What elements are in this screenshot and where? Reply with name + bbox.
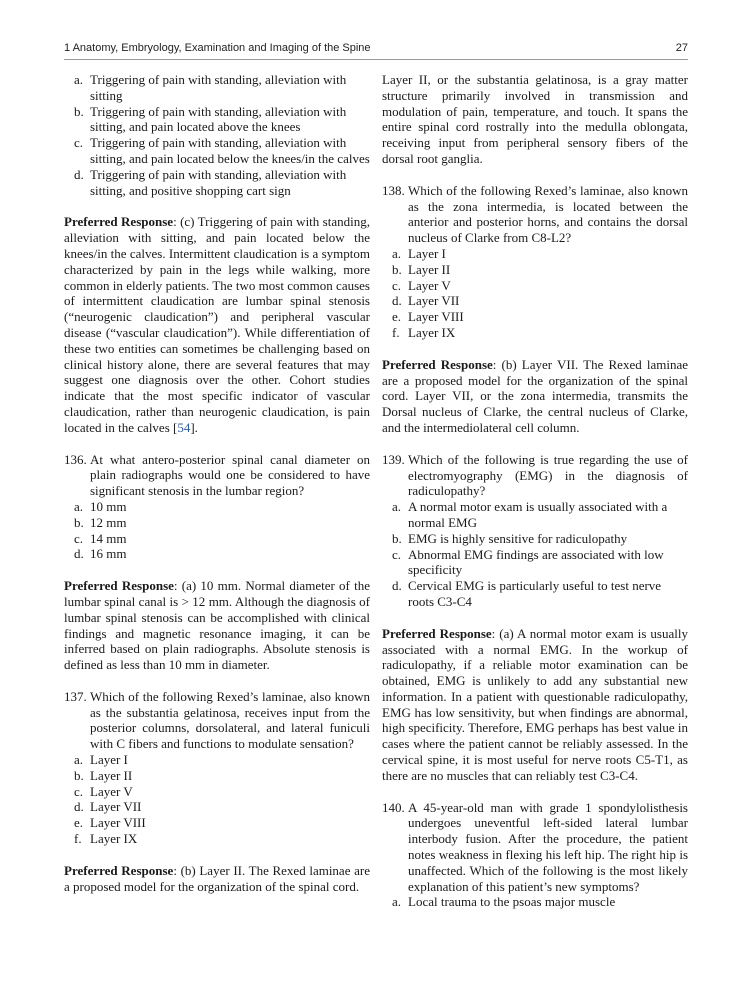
option-text: Local trauma to the psoas major muscle: [408, 894, 616, 910]
option-text: Abnormal EMG findings are associated with low specificity: [408, 546, 664, 578]
preferred-response-label: Preferred Response: [382, 356, 493, 372]
option-letter: c.: [392, 277, 402, 293]
answer-option: [382, 325, 688, 341]
option-letter: e.: [392, 309, 402, 325]
option-letter: a.: [74, 498, 84, 514]
option-text: Layer IX: [408, 324, 456, 340]
option-text: Triggering of pain with standing, alleviation with sitting: [90, 72, 347, 103]
question-number: 137.: [64, 688, 87, 704]
option-text: 10 mm: [90, 498, 127, 514]
question-138: [382, 183, 688, 246]
q136-preferred-response: [64, 578, 370, 673]
option-letter: d.: [74, 799, 84, 815]
q138-options: [382, 246, 688, 341]
question-137: [64, 689, 370, 752]
q135-response-end: ].: [190, 419, 198, 435]
answer-option: [64, 784, 370, 800]
answer-option: [382, 894, 688, 910]
answer-option: [64, 167, 370, 199]
preferred-response-label: Preferred Response: [64, 862, 174, 878]
question-number: 138.: [382, 182, 405, 198]
question-text: Which of the following is true regarding the use of electromyography (EMG) in the diagnosis of radiculopathy?: [408, 451, 688, 499]
answer-option: [382, 547, 688, 579]
preferred-response-label: Preferred Response: [64, 578, 174, 594]
answer-option: [382, 578, 688, 610]
option-letter: b.: [392, 530, 402, 546]
answer-option: [64, 831, 370, 847]
page-number: 27: [675, 42, 688, 54]
option-letter: a.: [74, 752, 84, 768]
option-letter: a.: [74, 72, 84, 87]
option-letter: f.: [392, 324, 400, 340]
q135-response-text: : (c) Triggering of pain with standing, alleviation with sitting, and pain located below the knees/in the calves. Intermittent claudication is a symptom characterized by pain in the legs while walking, more common in elderly patients. The two most common causes of intermittent claudication are lumbar spinal stenosis (“neurogenic claudication”) and peripheral vascular disease (“vascular claudication”). While differentiation of these two entities can sometimes be challenging based on clinical history alone, there are several features that may suggest one diagnosis over the other. Cohort studies indicate that the most specific indicator of vascular claudication, rather than neurogenic claudication, is pain located in the calves [: [64, 214, 370, 435]
q136-options: [64, 499, 370, 562]
option-text: Layer I: [90, 752, 128, 768]
answer-option: [382, 262, 688, 278]
preferred-response-label: Preferred Response: [64, 214, 174, 230]
option-letter: d.: [74, 546, 84, 562]
answer-option: [64, 135, 370, 167]
q137-response-continued: Layer II, or the substantia gelatinosa, is a gray matter structure primarily involved in transmission and modulation of pain, temperature, and touch. It spans the entire spinal cord rostrally into the medulla oblongata, receiving input from peripheral sensory fibers of the dorsal root ganglia.: [382, 72, 688, 166]
option-letter: b.: [74, 103, 84, 119]
option-letter: c.: [74, 783, 84, 799]
option-letter: d.: [392, 293, 402, 309]
question-139: [382, 452, 688, 499]
answer-option: [64, 72, 370, 104]
answer-option: [64, 546, 370, 562]
option-letter: a.: [392, 894, 402, 910]
citation-link[interactable]: 54: [177, 419, 191, 435]
question-number: 140.: [382, 799, 405, 815]
answer-option: [64, 815, 370, 831]
q139-preferred-response: [382, 626, 688, 784]
option-text: Layer IX: [90, 831, 138, 847]
q138-preferred-response: [382, 357, 688, 436]
question-140: [382, 800, 688, 895]
q136-response-text: : (a) 10 mm. Normal diameter of the lumbar spinal canal is > 12 mm. Although the diagnosis of lumbar spinal stenosis can be accomplished with clinical findings and magnetic resonance imaging, it can be inferred based on plain radiographs. Absolute stenosis is defined as less than 10 mm in diameter.: [64, 578, 370, 673]
option-text: Triggering of pain with standing, alleviation with sitting, and positive shopping cart sign: [90, 166, 347, 198]
q135-options: [64, 72, 370, 198]
option-letter: c.: [392, 546, 402, 562]
option-text: 16 mm: [90, 546, 127, 562]
option-letter: a.: [392, 499, 402, 515]
running-header: [64, 42, 688, 60]
option-text: Layer VIII: [90, 815, 146, 831]
option-text: Triggering of pain with standing, alleviation with sitting, and pain located below the knees/in the calves: [90, 135, 370, 166]
q140-options: [382, 894, 688, 910]
answer-option: [382, 278, 688, 294]
option-letter: b.: [74, 514, 84, 530]
option-letter: b.: [392, 261, 402, 277]
option-text: Layer I: [408, 245, 446, 261]
answer-option: [382, 293, 688, 309]
answer-option: [64, 104, 370, 136]
q137-response-text: : (b) Layer II. The Rexed laminae are a proposed model for the organization of the spinal cord.: [64, 862, 370, 894]
option-text: Layer II: [408, 261, 451, 277]
question-number: 139.: [382, 451, 405, 467]
option-text: 14 mm: [90, 530, 127, 546]
option-text: Layer VIII: [408, 309, 464, 325]
preferred-response-label: Preferred Response: [382, 625, 492, 641]
option-text: Layer V: [90, 783, 133, 799]
question-136: [64, 452, 370, 499]
answer-option: [64, 531, 370, 547]
answer-option: [382, 531, 688, 547]
q137-options: [64, 752, 370, 847]
q139-response-text: : (a) A normal motor exam is usually associated with a normal EMG. In the workup of radiculopathy, if a reliable motor examination can be obtained, EMG is unlikely to add any substantial new information. In a patient with questionable radiculopathy, EMG has low sensitivity, but when findings are abnormal, high specificity. Therefore, EMG perhaps has best value in cases where the patient cannot be reliably assessed. In the cervical spine, it is most useful for nerve roots C5-T1, as there are no muscles that can reliably test C3-C4.: [382, 625, 688, 783]
chapter-title: 1 Anatomy, Embryology, Examination and Imaging of the Spine: [64, 42, 371, 54]
option-text: Cervical EMG is particularly useful to test nerve roots C3-C4: [408, 578, 662, 609]
q135-preferred-response: [64, 214, 370, 435]
q138-response-text: : (b) Layer VII. The Rexed laminae are a proposed model for the organization of the spinal cord. Layer VII, or the zona intermedia, transmits the Dorsal nucleus of Clarke, the central nucleus of Clarke, and the intermediolateral cell column.: [382, 356, 688, 435]
question-text: A 45-year-old man with grade 1 spondylolisthesis undergoes uneventful left-sided lateral lumbar interbody fusion. After the procedure, the patient notes weakness in flexing his left hip. The right hip is unaffected. Which of the following is the most likely explanation of this patient’s new symptoms?: [408, 799, 688, 894]
question-text: Which of the following Rexed’s laminae, also known as the zona intermedia, is located between the anterior and posterior horns, and contains the dorsal nucleus of Clarke from C8-L2?: [408, 182, 688, 246]
option-text: Layer VII: [90, 799, 142, 815]
answer-option: [382, 309, 688, 325]
question-text: At what antero-posterior spinal canal diameter on plain radiographs would one be considered to have significant stenosis in the lumbar region?: [90, 451, 370, 499]
option-letter: d.: [74, 166, 84, 182]
option-text: Layer II: [90, 767, 133, 783]
option-letter: b.: [74, 767, 84, 783]
q137-preferred-response: [64, 863, 370, 895]
option-letter: c.: [74, 530, 84, 546]
option-text: Layer VII: [408, 293, 460, 309]
option-text: EMG is highly sensitive for radiculopathy: [408, 530, 628, 546]
option-letter: a.: [392, 245, 402, 261]
answer-option: [382, 499, 688, 531]
q139-options: [382, 499, 688, 610]
option-letter: f.: [74, 831, 82, 847]
option-text: Triggering of pain with standing, alleviation with sitting, and pain located above the knees: [90, 103, 347, 135]
option-text: A normal motor exam is usually associated with a normal EMG: [408, 499, 668, 530]
answer-option: [64, 799, 370, 815]
header-rule: [64, 59, 688, 60]
right-column: [382, 72, 688, 926]
option-letter: d.: [392, 578, 402, 594]
left-column: [64, 72, 370, 910]
answer-option: [64, 499, 370, 515]
question-number: 136.: [64, 451, 87, 467]
option-letter: c.: [74, 135, 84, 151]
answer-option: [64, 752, 370, 768]
option-letter: e.: [74, 815, 84, 831]
option-text: Layer V: [408, 277, 451, 293]
answer-option: [382, 246, 688, 262]
option-text: 12 mm: [90, 514, 127, 530]
answer-option: [64, 768, 370, 784]
question-text: Which of the following Rexed’s laminae, also known as the substantia gelatinosa, receives input from the posterior columns, dorsolateral, and lateral funiculi with C fibers and functions to modulate sensation?: [90, 688, 370, 752]
answer-option: [64, 515, 370, 531]
